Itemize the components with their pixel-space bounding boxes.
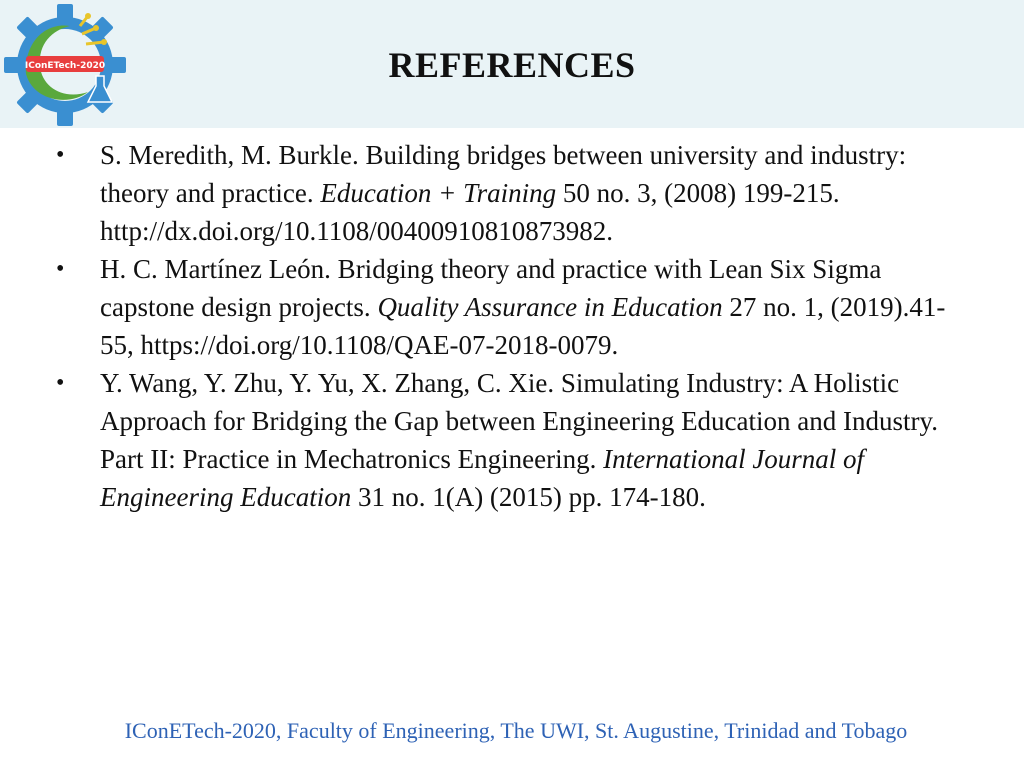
reference-item <box>56 250 976 364</box>
page-title: REFERENCES <box>388 45 636 85</box>
reference-item <box>56 136 976 250</box>
logo-text: IConETech-2020 <box>24 61 106 71</box>
reference-text: S. Meredith, M. Burkle. Building bridges between university and industry: theory and practice. <box>100 140 907 208</box>
bullet: • <box>56 256 65 282</box>
reference-details: 27 no. 1, (2019).41-55, https://doi.org/10.1108/QAE-07-2018-0079. <box>100 292 946 360</box>
reference-text: H. C. Martínez León. Bridging theory and practice with Lean Six Sigma capstone design projects. <box>100 254 882 322</box>
reference-details: 50 no. 3, (2008) 199-215. http://dx.doi.org/10.1108/00400910810873982. <box>100 178 840 246</box>
footer-text: IConETech-2020, Faculty of Engineering, The UWI, St. Augustine, Trinidad and Tobago <box>124 718 908 743</box>
reference-details: 31 no. 1(A) (2015) pp. 174-180. <box>351 482 706 512</box>
journal-title: International Journal of Engineering Education <box>100 444 865 512</box>
bullet: • <box>56 370 65 396</box>
bullet: • <box>56 142 65 168</box>
reference-text: Y. Wang, Y. Zhu, Y. Yu, X. Zhang, C. Xie. Simulating Industry: A Holistic Approach for Bridging the Gap between Engineering Education and Industry. Part II: Practice in Mechatronics Engineering. <box>100 368 939 474</box>
reference-item <box>56 364 976 516</box>
journal-title: Education + Training <box>320 178 557 208</box>
journal-title: Quality Assurance in Education <box>377 292 723 322</box>
header-band <box>0 0 1024 128</box>
references-list <box>56 136 976 516</box>
